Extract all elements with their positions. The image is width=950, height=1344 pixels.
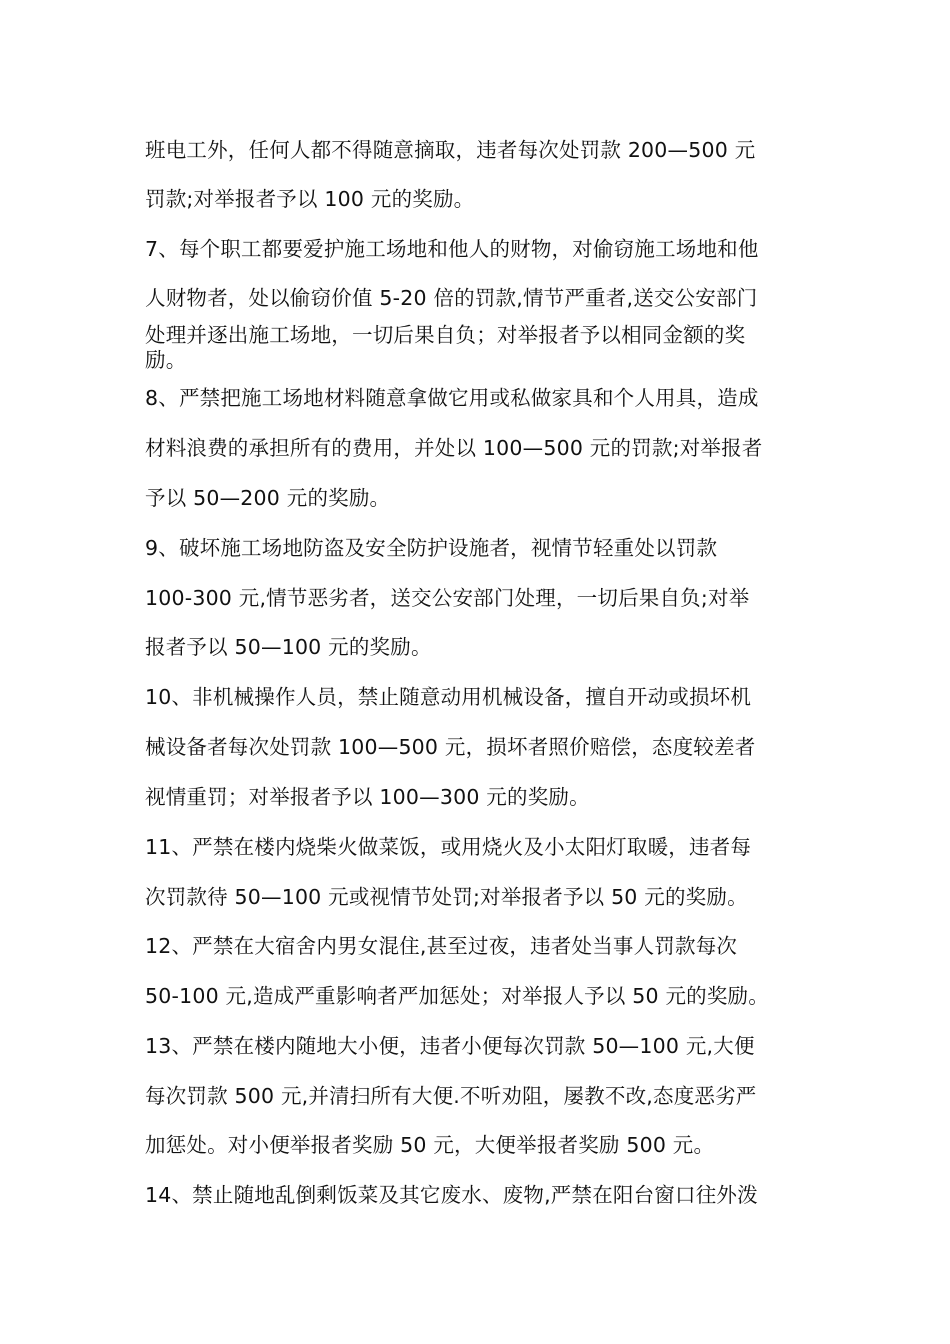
text-line: 7、每个职工都要爱护施工场地和他人的财物，对偷窃施工场地和他 (145, 237, 759, 261)
text-line: 100-300 元,情节恶劣者，送交公安部门处理，一切后果自负;对举 (145, 586, 750, 610)
text-line: 8、严禁把施工场地材料随意拿做它用或私做家具和个人用具，造成 (145, 386, 759, 410)
text-line: 报者予以 50—100 元的奖励。 (145, 635, 432, 659)
text-line: 处理并逐出施工场地，一切后果自负；对举报者予以相同金额的奖 (145, 323, 746, 347)
text-line: 班电工外，任何人都不得随意摘取，违者每次处罚款 200—500 元 (145, 138, 756, 162)
text-line: 50-100 元,造成严重影响者严加惩处；对举报人予以 50 元的奖励。 (145, 984, 769, 1008)
text-line: 13、严禁在楼内随地大小便，违者小便每次罚款 50—100 元,大便 (145, 1034, 755, 1058)
text-line: 励。 (145, 348, 187, 372)
text-line: 9、破坏施工场地防盗及安全防护设施者，视情节轻重处以罚款 (145, 536, 718, 560)
text-line: 12、严禁在大宿舍内男女混住,甚至过夜，违者处当事人罚款每次 (145, 934, 738, 958)
text-line: 械设备者每次处罚款 100—500 元，损坏者照价赔偿，态度较差者 (145, 735, 756, 759)
text-line: 人财物者，处以偷窃价值 5-20 倍的罚款,情节严重者,送交公安部门 (145, 286, 758, 310)
text-line: 材料浪费的承担所有的费用，并处以 100—500 元的罚款;对举报者 (145, 436, 763, 460)
text-line: 罚款;对举报者予以 100 元的奖励。 (145, 187, 475, 211)
text-line: 加惩处。对小便举报者奖励 50 元，大便举报者奖励 500 元。 (145, 1133, 715, 1157)
text-line: 14、禁止随地乱倒剩饭菜及其它废水、废物,严禁在阳台窗口往外泼 (145, 1183, 758, 1207)
text-line: 每次罚款 500 元,并清扫所有大便.不听劝阻，屡教不改,态度恶劣严 (145, 1084, 757, 1108)
text-line: 次罚款待 50—100 元或视情节处罚;对举报者予以 50 元的奖励。 (145, 885, 748, 909)
text-line: 10、非机械操作人员，禁止随意动用机械设备，擅自开动或损坏机 (145, 685, 752, 709)
text-line: 予以 50—200 元的奖励。 (145, 486, 391, 510)
text-line: 11、严禁在楼内烧柴火做菜饭，或用烧火及小太阳灯取暖，违者每 (145, 835, 752, 859)
text-line: 视情重罚；对举报者予以 100—300 元的奖励。 (145, 785, 590, 809)
